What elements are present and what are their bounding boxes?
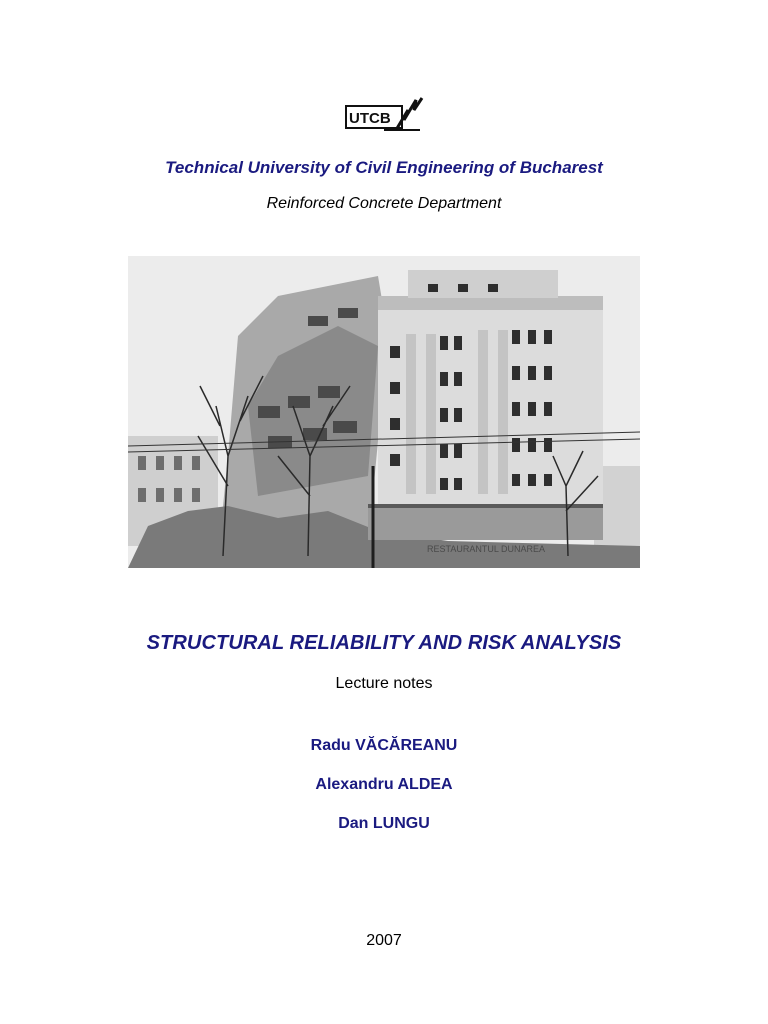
storefront-sign: RESTAURANTUL DUNAREA bbox=[426, 544, 546, 554]
author-name: Alexandru ALDEA bbox=[315, 776, 453, 793]
author-name: Dan LUNGU bbox=[338, 815, 430, 832]
publication-year: 2007 bbox=[366, 932, 402, 949]
document-subtitle: Lecture notes bbox=[335, 675, 433, 692]
author-name: Radu VĂCĂREANU bbox=[310, 737, 458, 754]
institution-name: Technical University of Civil Engineering of Bucharest bbox=[165, 158, 603, 177]
document-title: STRUCTURAL RELIABILITY AND RISK ANALYSIS bbox=[146, 632, 622, 654]
department-name: Reinforced Concrete Department bbox=[266, 195, 502, 212]
collapsed-building-photo bbox=[128, 256, 640, 568]
logo-text: UTCB bbox=[349, 110, 391, 127]
university-logo bbox=[344, 96, 424, 136]
